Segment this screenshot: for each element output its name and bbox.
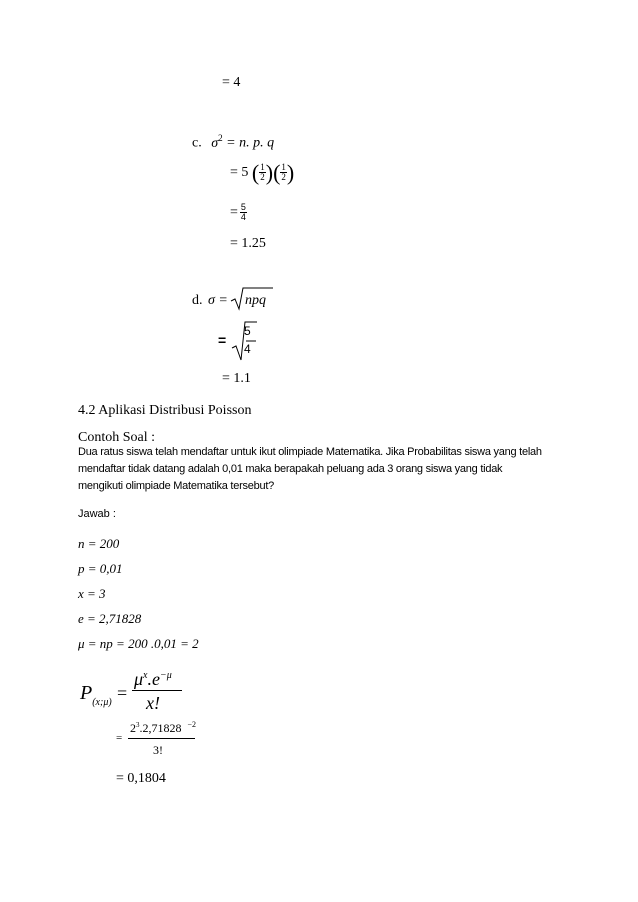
part-c-step1: = 5 ( $\frac{1}{2}$ )( $\frac{1}{2}$ )	[230, 159, 295, 185]
example-text-line-1: Dua ratus siswa telah mendaftar untuk ikut olimpiade Matematika. Jika Probabilitas siswa yang telah	[78, 446, 542, 458]
example-text-line-2: mendaftar tidak datang adalah 0,01 maka berapakah peluang ada 3 orang siswa yang tidak	[78, 463, 503, 475]
part-d-result: = 1.1	[222, 371, 251, 386]
poisson-result: = 0,1804	[116, 771, 166, 786]
calc-base-power: 3	[136, 721, 140, 729]
part-c-half-den-2: 2	[281, 172, 286, 183]
part-d-step1-num: 5	[244, 324, 251, 338]
part-c-step2	[230, 200, 247, 226]
answer-p: p = 0,01	[78, 561, 123, 576]
part-c-result: = 1.25	[230, 236, 266, 251]
example-text-line-3: mengikuti olimpiade Matematika tersebut?	[78, 480, 275, 492]
example-title: Contoh Soal :	[78, 430, 156, 445]
part-c-step2-fraction	[240, 203, 247, 222]
part-c-half-num: 1	[260, 162, 265, 173]
poisson-equals: =	[117, 683, 128, 703]
poisson-P-symbol: P	[80, 682, 93, 704]
calc-equals: =	[116, 732, 123, 744]
calc-fraction-bar	[128, 738, 195, 739]
part-c-label: c.	[192, 135, 202, 151]
poisson-denominator: x!	[146, 693, 160, 713]
part-c-formula-rhs: = n. p. q	[222, 135, 275, 151]
calc-e-value: .2,71828	[139, 721, 182, 735]
calc-base: 2	[130, 721, 136, 735]
part-c-step2-num: 5	[240, 202, 246, 213]
answer-e: e = 2,71828	[78, 611, 142, 626]
poisson-num-x-power: x	[143, 670, 148, 681]
part-c-step1-prefix: = 5	[230, 165, 249, 180]
poisson-num-mu: μ	[134, 669, 144, 689]
answer-label: Jawab :	[78, 508, 116, 520]
part-c-formula	[192, 133, 274, 152]
part-c-sigma: σ	[211, 135, 219, 151]
part-c-step2-den: 4	[240, 212, 246, 223]
poisson-numerator	[134, 669, 172, 690]
part-d-formula	[192, 293, 228, 309]
poisson-num-neg-mu-power: −μ	[160, 670, 172, 681]
calc-denominator: 3!	[153, 743, 163, 757]
section-heading: 4.2 Aplikasi Distribusi Poisson	[78, 403, 252, 418]
calc-numerator	[130, 720, 196, 736]
part-b-result: = 4	[222, 75, 241, 90]
part-d-step1-den: 4	[244, 342, 251, 356]
calc-e-power: −2	[187, 720, 197, 729]
part-c-half-den: 2	[260, 172, 265, 183]
part-d-radicand: npq	[245, 293, 266, 308]
part-d-step1-prefix: =	[218, 332, 227, 348]
answer-x: x = 3	[78, 586, 106, 601]
answer-mu: μ = np = 200 .0,01 = 2	[78, 636, 199, 651]
part-c-step2-prefix: =	[230, 205, 238, 220]
part-d-label: d.	[192, 293, 203, 308]
poisson-P	[80, 682, 112, 708]
part-c-half-num-2: 1	[281, 162, 286, 173]
part-d-sigma: σ =	[208, 293, 228, 308]
poisson-num-e: .e	[147, 669, 160, 689]
part-c-sigma-power: 2	[218, 133, 223, 143]
answer-n: n = 200	[78, 536, 120, 551]
poisson-P-subscript: (x;μ)	[92, 697, 112, 708]
poisson-fraction-bar	[132, 690, 182, 691]
